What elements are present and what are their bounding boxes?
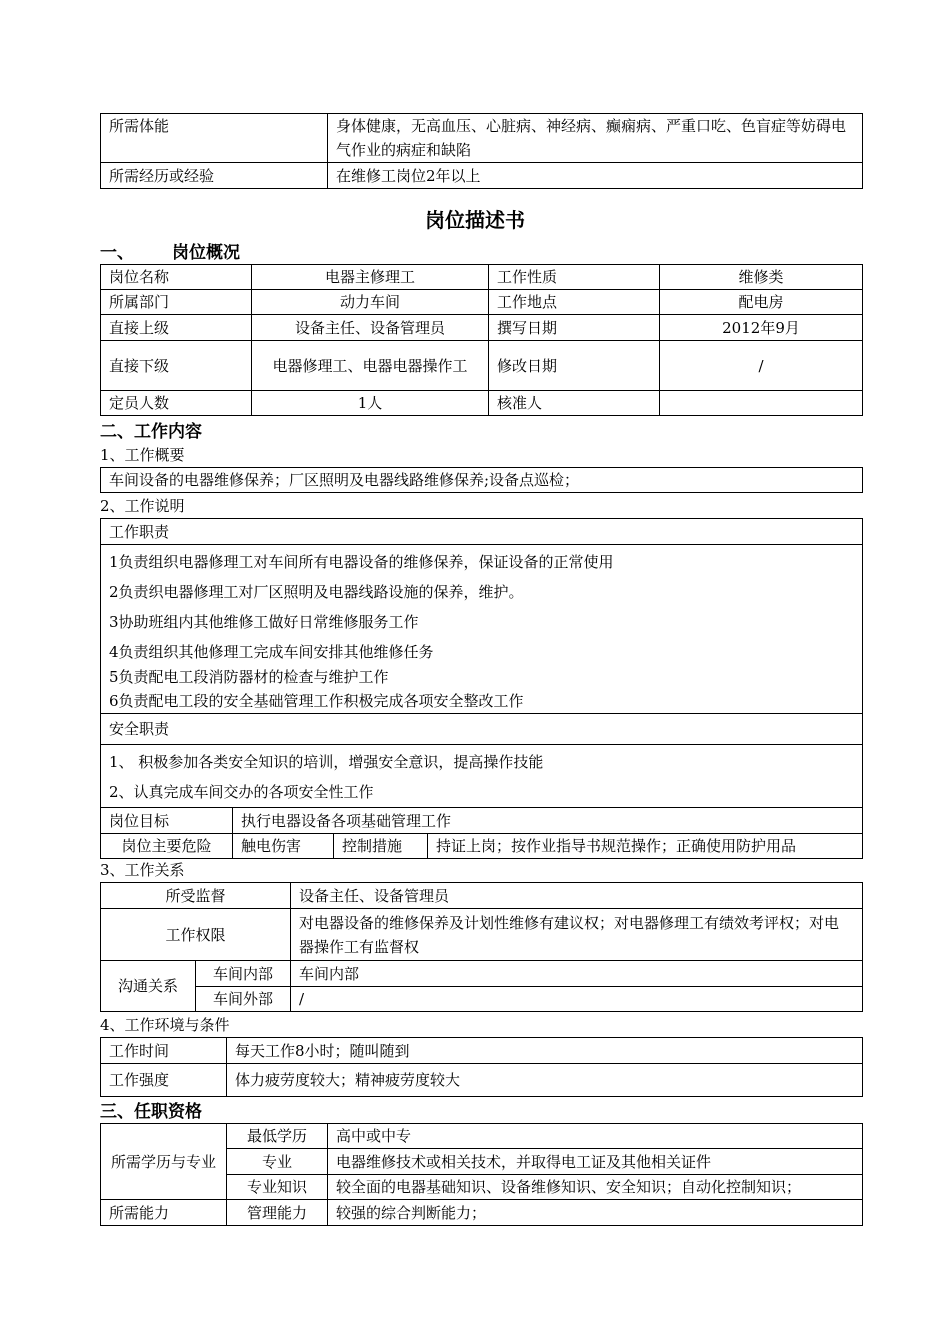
safety-list — [101, 745, 863, 808]
top-requirements-table — [100, 113, 863, 189]
major-label: 专业 — [227, 1149, 328, 1175]
sub-heading-environment: 4、工作环境与条件 — [100, 1016, 230, 1034]
control-value: 持证上岗；按作业指导书规范操作；正确使用防护用品 — [428, 834, 863, 859]
intensity-value: 体力疲劳度较大；精神疲劳度较大 — [227, 1064, 863, 1097]
cell-value: 配电房 — [660, 290, 863, 315]
section1-heading-num: 一、 — [100, 243, 134, 263]
duty-item: 4负责组织其他修理工完成车间安排其他维修任务 — [109, 643, 434, 661]
cell-value: 电器主修理工 — [252, 265, 489, 290]
sub-heading-relations: 3、工作关系 — [100, 861, 185, 879]
supervised-label: 所受监督 — [101, 883, 291, 909]
supervised-value: 设备主任、设备管理员 — [291, 883, 863, 909]
work-overview-table — [100, 467, 863, 493]
knowledge-value: 较全面的电器基础知识、设备维修知识、安全知识；自动化控制知识； — [328, 1175, 863, 1200]
mgmt-label: 管理能力 — [227, 1200, 328, 1226]
experience-value: 在维修工岗位2年以上 — [328, 163, 863, 189]
cell-value: 电器修理工、电器电器操作工 — [252, 341, 489, 391]
min-edu-label: 最低学历 — [227, 1124, 328, 1149]
qualifications-table — [100, 1123, 863, 1226]
cell-label: 修改日期 — [489, 341, 660, 391]
cell-value: 动力车间 — [252, 290, 489, 315]
ability-label: 所需能力 — [101, 1200, 227, 1226]
section1-heading — [100, 242, 240, 264]
cell-value: 1人 — [252, 391, 489, 416]
duties-list — [101, 545, 863, 714]
cell-label: 工作性质 — [489, 265, 660, 290]
cell-value: / — [660, 341, 863, 391]
duty-item: 6负责配电工段的安全基础管理工作积极完成各项安全整改工作 — [109, 692, 524, 710]
cell-value: 维修类 — [660, 265, 863, 290]
duty-item: 1负责组织电器修理工对车间所有电器设备的维修保养，保证设备的正常使用 — [109, 553, 614, 571]
cell-label: 工作地点 — [489, 290, 660, 315]
risk-label: 岗位主要危险 — [101, 834, 233, 859]
duties-title: 工作职责 — [101, 519, 863, 545]
cell-label: 撰写日期 — [489, 315, 660, 341]
comm-inner-label: 车间内部 — [196, 961, 291, 987]
comm-outer-value: / — [291, 987, 863, 1012]
cell-label: 岗位名称 — [101, 265, 252, 290]
safety-item: 1、 积极参加各类安全知识的培训，增强安全意识，提高操作技能 — [109, 753, 544, 771]
overview-table — [100, 264, 863, 416]
cell-label: 定员人数 — [101, 391, 252, 416]
cell-label: 所属部门 — [101, 290, 252, 315]
duties-table — [100, 518, 863, 859]
experience-label: 所需经历或经验 — [101, 163, 328, 189]
physical-value: 身体健康，无高血压、心脏病、神经病、癫痫病、严重口吃、色盲症等妨碍电气作业的病症和缺陷 — [328, 114, 863, 163]
edu-label: 所需学历与专业 — [101, 1124, 227, 1200]
environment-table — [100, 1037, 863, 1097]
time-label: 工作时间 — [101, 1038, 227, 1064]
comm-label: 沟通关系 — [101, 961, 196, 1012]
goal-value: 执行电器设备各项基础管理工作 — [233, 808, 863, 834]
mgmt-value: 较强的综合判断能力； — [328, 1200, 863, 1226]
section1-heading-text: 岗位概况 — [172, 243, 240, 263]
document-title: 岗位描述书 — [425, 208, 525, 232]
authority-value: 对电器设备的维修保养及计划性维修有建议权；对电器修理工有绩效考评权；对电器操作工有监督权 — [291, 909, 863, 961]
control-label: 控制措施 — [334, 834, 428, 859]
knowledge-label: 专业知识 — [227, 1175, 328, 1200]
cell-value — [660, 391, 863, 416]
duty-item: 3协助班组内其他维修工做好日常维修服务工作 — [109, 613, 419, 631]
section3-heading: 三、任职资格 — [100, 1102, 202, 1122]
risk-value: 触电伤害 — [233, 834, 334, 859]
physical-label: 所需体能 — [101, 114, 328, 163]
cell-label: 直接上级 — [101, 315, 252, 341]
cell-label: 核准人 — [489, 391, 660, 416]
time-value: 每天工作8小时；随叫随到 — [227, 1038, 863, 1064]
comm-outer-label: 车间外部 — [196, 987, 291, 1012]
sub-heading-description: 2、工作说明 — [100, 497, 185, 515]
section2-heading: 二、工作内容 — [100, 422, 202, 442]
cell-label: 直接下级 — [101, 341, 252, 391]
min-edu-value: 高中或中专 — [328, 1124, 863, 1149]
work-overview-text: 车间设备的电器维修保养；厂区照明及电器线路维修保养;设备点巡检； — [101, 468, 863, 493]
intensity-label: 工作强度 — [101, 1064, 227, 1097]
cell-value: 2012年9月 — [660, 315, 863, 341]
major-value: 电器维修技术或相关技术，并取得电工证及其他相关证件 — [328, 1149, 863, 1175]
authority-label: 工作权限 — [101, 909, 291, 961]
relations-table — [100, 882, 863, 1012]
safety-title: 安全职责 — [101, 714, 863, 745]
sub-heading-overview: 1、工作概要 — [100, 446, 185, 464]
safety-item: 2、认真完成车间交办的各项安全性工作 — [109, 783, 374, 801]
comm-inner-value: 车间内部 — [291, 961, 863, 987]
duty-item: 5负责配电工段消防器材的检查与维护工作 — [109, 668, 389, 686]
goal-label: 岗位目标 — [101, 808, 233, 834]
duty-item: 2负责织电器修理工对厂区照明及电器线路设施的保养，维护。 — [109, 583, 524, 601]
cell-value: 设备主任、设备管理员 — [252, 315, 489, 341]
